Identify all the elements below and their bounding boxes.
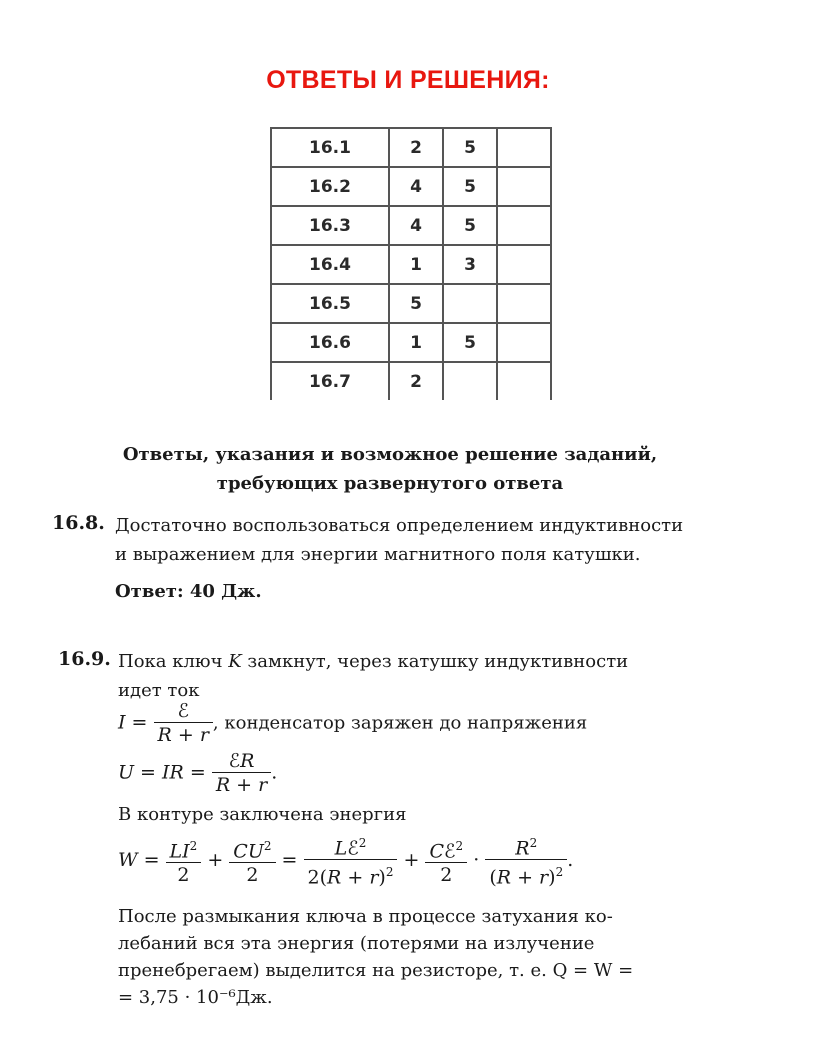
table-cell-c [497,128,551,167]
problem-16-8-text-2: и выражением для энергии магнитного поля катушки. [115,544,641,565]
table-cell-num: 16.6 [271,323,389,362]
table-cell-a: 2 [389,362,443,400]
table-cell-num: 16.3 [271,206,389,245]
table-cell-a: 4 [389,206,443,245]
problem-16-9-after-4: = 3,75 · 10⁻⁶Дж. [118,987,273,1008]
table-cell-b: 5 [443,323,497,362]
table-cell-c [497,323,551,362]
table-cell-c [497,362,551,400]
table-cell-b: 5 [443,206,497,245]
problem-16-9-after-2: лебаний вся эта энергия (потерями на излучение [118,933,595,954]
table-cell-c [497,206,551,245]
table-cell-c [497,167,551,206]
section-heading-line2: требующих развернутого ответа [216,473,564,494]
page-title: ОТВЕТЫ И РЕШЕНИЯ: [266,66,550,94]
table-cell-num: 16.1 [271,128,389,167]
voltage-formula: U = IR = $\frac{\text{ℰR}}{R + r}$ . [118,750,278,796]
table-cell-a: 4 [389,167,443,206]
table-cell-num: 16.5 [271,284,389,323]
table-cell-a: 5 [389,284,443,323]
table-row [271,245,551,284]
table-row [271,323,551,362]
problem-16-8-label: 16.8. [52,512,105,534]
table-row [271,167,551,206]
table-cell-c [497,284,551,323]
table-cell-b [443,284,497,323]
table-row [271,284,551,323]
problem-16-9-after-1: После размыкания ключа в процессе затухания ко- [118,906,613,927]
current-formula: I = $\frac{\text{ℰ}}{R + r}$ , конденсатор заряжен до напряжения [118,700,588,746]
table-cell-num: 16.4 [271,245,389,284]
problem-16-9-after-3: пренебрегаем) выделится на резисторе, т. е. Q = W = [118,960,634,981]
problem-16-8-text-1: Достаточно воспользоваться определением индуктивности [115,515,684,536]
table-cell-b: 5 [443,167,497,206]
table-row [271,206,551,245]
table-row [271,128,551,167]
problem-16-9-text-1: Пока ключ K замкнут, через катушку индуктивности [118,651,629,672]
energy-formula: W = $\frac{LI^2}{2}$ + $\frac{CU^2}{2}$ = $\frac{Lℰ^2}{2(R + r)^2}$ + $\frac{Cℰ^2}{2}$ · $\frac{R^2}{(R + r)^2}$ . [118,832,573,890]
section-heading-line1: Ответы, указания и возможное решение заданий, [122,444,658,465]
answers-table [270,127,552,400]
problem-16-9-label: 16.9. [58,648,111,670]
table-cell-num: 16.7 [271,362,389,400]
table-cell-c [497,245,551,284]
table-cell-b: 3 [443,245,497,284]
table-cell-num: 16.2 [271,167,389,206]
table-cell-a: 1 [389,323,443,362]
problem-16-8-answer: Ответ: 40 Дж. [115,581,262,602]
table-cell-b: 5 [443,128,497,167]
table-cell-a: 2 [389,128,443,167]
problem-16-9-text-2: идет ток [118,680,200,701]
table-cell-b [443,362,497,400]
table-row [271,362,551,400]
table-cell-a: 1 [389,245,443,284]
problem-16-9-energy-text: В контуре заключена энергия [118,804,407,825]
